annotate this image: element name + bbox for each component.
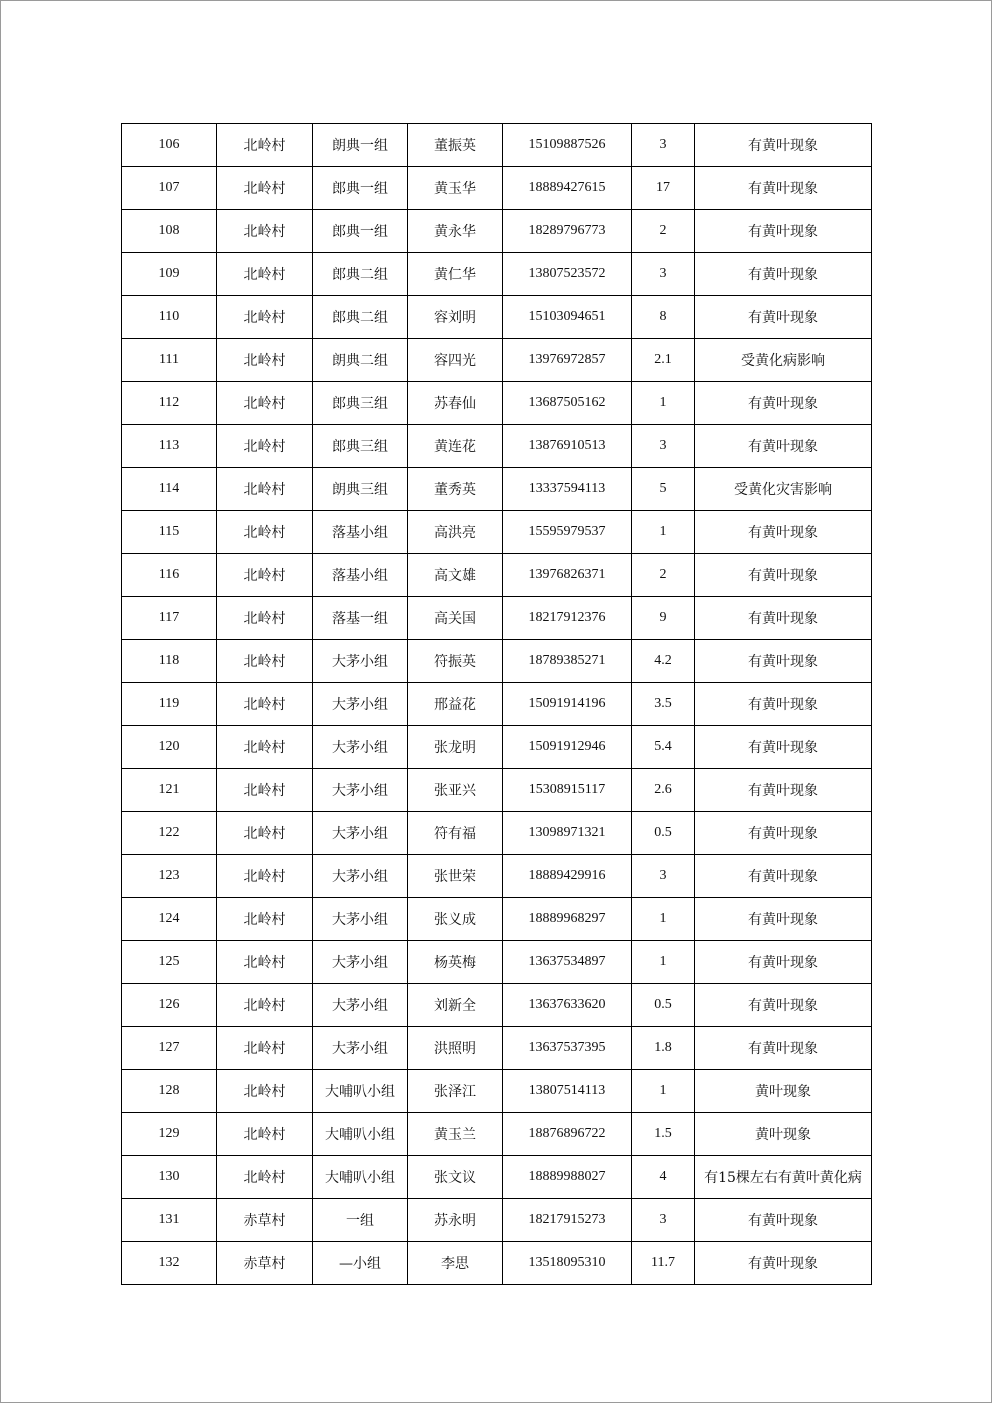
quantity-cell: 3 — [632, 425, 695, 468]
note-cell: 有黄叶现象 — [695, 812, 872, 855]
quantity-cell: 9 — [632, 597, 695, 640]
row-number-cell: 130 — [122, 1156, 217, 1199]
note-cell: 有黄叶现象 — [695, 425, 872, 468]
quantity-cell: 1 — [632, 382, 695, 425]
name-cell: 黄连花 — [408, 425, 503, 468]
row-number-cell: 127 — [122, 1027, 217, 1070]
note-cell: 受黄化灾害影响 — [695, 468, 872, 511]
quantity-cell: 3 — [632, 253, 695, 296]
phone-cell: 13807523572 — [503, 253, 632, 296]
phone-cell: 13637537395 — [503, 1027, 632, 1070]
phone-cell: 15091912946 — [503, 726, 632, 769]
row-number-cell: 121 — [122, 769, 217, 812]
village-cell: 北岭村 — [217, 984, 313, 1027]
phone-cell: 13976826371 — [503, 554, 632, 597]
name-cell: 董振英 — [408, 124, 503, 167]
quantity-cell: 1 — [632, 898, 695, 941]
group-cell: 大茅小组 — [313, 683, 408, 726]
row-number-cell: 126 — [122, 984, 217, 1027]
row-number-cell: 118 — [122, 640, 217, 683]
row-number-cell: 106 — [122, 124, 217, 167]
quantity-cell: 0.5 — [632, 812, 695, 855]
village-cell: 北岭村 — [217, 468, 313, 511]
table-row — [122, 382, 872, 425]
phone-cell: 18889988027 — [503, 1156, 632, 1199]
quantity-cell: 5.4 — [632, 726, 695, 769]
village-cell: 北岭村 — [217, 1113, 313, 1156]
table-row — [122, 855, 872, 898]
name-cell: 洪照明 — [408, 1027, 503, 1070]
group-cell: 大茅小组 — [313, 640, 408, 683]
quantity-cell: 2 — [632, 210, 695, 253]
phone-cell: 13687505162 — [503, 382, 632, 425]
name-cell: 黄玉华 — [408, 167, 503, 210]
phone-cell: 18889427615 — [503, 167, 632, 210]
note-cell: 有黄叶现象 — [695, 640, 872, 683]
group-cell: 大茅小组 — [313, 984, 408, 1027]
note-cell: 有15棵左右有黄叶黄化病 — [695, 1156, 872, 1199]
group-cell: 郎典三组 — [313, 382, 408, 425]
table-row — [122, 253, 872, 296]
group-cell: 大茅小组 — [313, 855, 408, 898]
note-cell: 黄叶现象 — [695, 1070, 872, 1113]
quantity-cell: 1 — [632, 1070, 695, 1113]
table-body — [122, 124, 872, 1285]
group-cell: 落基小组 — [313, 511, 408, 554]
name-cell: 苏春仙 — [408, 382, 503, 425]
phone-cell: 18217912376 — [503, 597, 632, 640]
table-row — [122, 1070, 872, 1113]
name-cell: 黄玉兰 — [408, 1113, 503, 1156]
quantity-cell: 17 — [632, 167, 695, 210]
village-cell: 北岭村 — [217, 167, 313, 210]
row-number-cell: 124 — [122, 898, 217, 941]
quantity-cell: 5 — [632, 468, 695, 511]
name-cell: 张龙明 — [408, 726, 503, 769]
row-number-cell: 122 — [122, 812, 217, 855]
name-cell: 高洪亮 — [408, 511, 503, 554]
village-cell: 北岭村 — [217, 124, 313, 167]
phone-cell: 15103094651 — [503, 296, 632, 339]
name-cell: 符有福 — [408, 812, 503, 855]
village-cell: 北岭村 — [217, 855, 313, 898]
name-cell: 邢益花 — [408, 683, 503, 726]
table-row — [122, 941, 872, 984]
note-cell: 有黄叶现象 — [695, 683, 872, 726]
group-cell: 大茅小组 — [313, 726, 408, 769]
note-cell: 黄叶现象 — [695, 1113, 872, 1156]
quantity-cell: 4.2 — [632, 640, 695, 683]
table-row — [122, 812, 872, 855]
table-row — [122, 554, 872, 597]
name-cell: 张亚兴 — [408, 769, 503, 812]
table-row — [122, 640, 872, 683]
village-cell: 北岭村 — [217, 1027, 313, 1070]
table-row — [122, 683, 872, 726]
note-cell: 有黄叶现象 — [695, 1027, 872, 1070]
phone-cell: 15595979537 — [503, 511, 632, 554]
name-cell: 张世荣 — [408, 855, 503, 898]
note-cell: 有黄叶现象 — [695, 984, 872, 1027]
group-cell: 大茅小组 — [313, 941, 408, 984]
table-row — [122, 898, 872, 941]
note-cell: 有黄叶现象 — [695, 769, 872, 812]
note-cell: 有黄叶现象 — [695, 382, 872, 425]
name-cell: 董秀英 — [408, 468, 503, 511]
phone-cell: 18289796773 — [503, 210, 632, 253]
phone-cell: 13876910513 — [503, 425, 632, 468]
group-cell: 大哺叭小组 — [313, 1070, 408, 1113]
table-row — [122, 468, 872, 511]
note-cell: 有黄叶现象 — [695, 296, 872, 339]
village-cell: 赤草村 — [217, 1242, 313, 1285]
phone-cell: 18217915273 — [503, 1199, 632, 1242]
row-number-cell: 120 — [122, 726, 217, 769]
name-cell: 黄仁华 — [408, 253, 503, 296]
row-number-cell: 128 — [122, 1070, 217, 1113]
group-cell: 郎典三组 — [313, 425, 408, 468]
name-cell: 黄永华 — [408, 210, 503, 253]
quantity-cell: 1 — [632, 511, 695, 554]
note-cell: 有黄叶现象 — [695, 554, 872, 597]
name-cell: 张泽江 — [408, 1070, 503, 1113]
name-cell: 刘新全 — [408, 984, 503, 1027]
note-cell: 有黄叶现象 — [695, 124, 872, 167]
name-cell: 张文议 — [408, 1156, 503, 1199]
quantity-cell: 4 — [632, 1156, 695, 1199]
note-cell: 有黄叶现象 — [695, 167, 872, 210]
quantity-cell: 3 — [632, 124, 695, 167]
note-cell: 有黄叶现象 — [695, 511, 872, 554]
quantity-cell: 2.1 — [632, 339, 695, 382]
phone-cell: 15308915117 — [503, 769, 632, 812]
table-row — [122, 597, 872, 640]
phone-cell: 13637633620 — [503, 984, 632, 1027]
phone-cell: 18789385271 — [503, 640, 632, 683]
row-number-cell: 116 — [122, 554, 217, 597]
group-cell: 郎典一组 — [313, 210, 408, 253]
phone-cell: 13637534897 — [503, 941, 632, 984]
quantity-cell: 3 — [632, 1199, 695, 1242]
group-cell: —小组 — [313, 1242, 408, 1285]
village-cell: 北岭村 — [217, 339, 313, 382]
table-row — [122, 1242, 872, 1285]
village-cell: 北岭村 — [217, 898, 313, 941]
phone-cell: 13518095310 — [503, 1242, 632, 1285]
village-cell: 北岭村 — [217, 253, 313, 296]
phone-cell: 13976972857 — [503, 339, 632, 382]
quantity-cell: 2.6 — [632, 769, 695, 812]
row-number-cell: 111 — [122, 339, 217, 382]
village-cell: 赤草村 — [217, 1199, 313, 1242]
row-number-cell: 115 — [122, 511, 217, 554]
row-number-cell: 112 — [122, 382, 217, 425]
phone-cell: 18876896722 — [503, 1113, 632, 1156]
group-cell: 郎典二组 — [313, 296, 408, 339]
quantity-cell: 2 — [632, 554, 695, 597]
note-cell: 有黄叶现象 — [695, 210, 872, 253]
table-row — [122, 1199, 872, 1242]
quantity-cell: 3 — [632, 855, 695, 898]
village-cell: 北岭村 — [217, 1070, 313, 1113]
phone-cell: 13337594113 — [503, 468, 632, 511]
table-row — [122, 984, 872, 1027]
group-cell: 大茅小组 — [313, 812, 408, 855]
row-number-cell: 132 — [122, 1242, 217, 1285]
village-cell: 北岭村 — [217, 1156, 313, 1199]
group-cell: 一组 — [313, 1199, 408, 1242]
note-cell: 有黄叶现象 — [695, 941, 872, 984]
table-row — [122, 425, 872, 468]
group-cell: 大茅小组 — [313, 769, 408, 812]
phone-cell: 18889968297 — [503, 898, 632, 941]
row-number-cell: 119 — [122, 683, 217, 726]
group-cell: 朗典一组 — [313, 124, 408, 167]
name-cell: 杨英梅 — [408, 941, 503, 984]
village-cell: 北岭村 — [217, 210, 313, 253]
table-row — [122, 167, 872, 210]
group-cell: 大茅小组 — [313, 898, 408, 941]
village-cell: 北岭村 — [217, 812, 313, 855]
table-row — [122, 1027, 872, 1070]
phone-cell: 15091914196 — [503, 683, 632, 726]
row-number-cell: 108 — [122, 210, 217, 253]
name-cell: 容刘明 — [408, 296, 503, 339]
note-cell: 受黄化病影响 — [695, 339, 872, 382]
group-cell: 大哺叭小组 — [313, 1156, 408, 1199]
group-cell: 落基小组 — [313, 554, 408, 597]
village-cell: 北岭村 — [217, 554, 313, 597]
name-cell: 符振英 — [408, 640, 503, 683]
table-row — [122, 1156, 872, 1199]
table-row — [122, 339, 872, 382]
note-cell: 有黄叶现象 — [695, 597, 872, 640]
village-cell: 北岭村 — [217, 683, 313, 726]
village-cell: 北岭村 — [217, 769, 313, 812]
group-cell: 大哺叭小组 — [313, 1113, 408, 1156]
group-cell: 郎典一组 — [313, 167, 408, 210]
table-row — [122, 296, 872, 339]
row-number-cell: 129 — [122, 1113, 217, 1156]
row-number-cell: 131 — [122, 1199, 217, 1242]
name-cell: 李思 — [408, 1242, 503, 1285]
quantity-cell: 1 — [632, 941, 695, 984]
table-row — [122, 769, 872, 812]
note-cell: 有黄叶现象 — [695, 855, 872, 898]
note-cell: 有黄叶现象 — [695, 1199, 872, 1242]
group-cell: 朗典二组 — [313, 339, 408, 382]
row-number-cell: 125 — [122, 941, 217, 984]
quantity-cell: 0.5 — [632, 984, 695, 1027]
table-row — [122, 124, 872, 167]
row-number-cell: 117 — [122, 597, 217, 640]
village-cell: 北岭村 — [217, 597, 313, 640]
table-row — [122, 511, 872, 554]
village-cell: 北岭村 — [217, 382, 313, 425]
village-cell: 北岭村 — [217, 511, 313, 554]
name-cell: 苏永明 — [408, 1199, 503, 1242]
village-cell: 北岭村 — [217, 941, 313, 984]
row-number-cell: 123 — [122, 855, 217, 898]
quantity-cell: 1.8 — [632, 1027, 695, 1070]
note-cell: 有黄叶现象 — [695, 726, 872, 769]
name-cell: 张义成 — [408, 898, 503, 941]
group-cell: 郎典二组 — [313, 253, 408, 296]
row-number-cell: 109 — [122, 253, 217, 296]
quantity-cell: 11.7 — [632, 1242, 695, 1285]
row-number-cell: 113 — [122, 425, 217, 468]
phone-cell: 18889429916 — [503, 855, 632, 898]
name-cell: 容四光 — [408, 339, 503, 382]
group-cell: 大茅小组 — [313, 1027, 408, 1070]
row-number-cell: 114 — [122, 468, 217, 511]
quantity-cell: 1.5 — [632, 1113, 695, 1156]
group-cell: 落基一组 — [313, 597, 408, 640]
quantity-cell: 3.5 — [632, 683, 695, 726]
table-row — [122, 210, 872, 253]
table-row — [122, 726, 872, 769]
group-cell: 朗典三组 — [313, 468, 408, 511]
quantity-cell: 8 — [632, 296, 695, 339]
note-cell: 有黄叶现象 — [695, 1242, 872, 1285]
note-cell: 有黄叶现象 — [695, 253, 872, 296]
phone-cell: 13098971321 — [503, 812, 632, 855]
phone-cell: 15109887526 — [503, 124, 632, 167]
name-cell: 高文雄 — [408, 554, 503, 597]
village-cell: 北岭村 — [217, 640, 313, 683]
data-table — [121, 123, 872, 1285]
table-row — [122, 1113, 872, 1156]
row-number-cell: 110 — [122, 296, 217, 339]
phone-cell: 13807514113 — [503, 1070, 632, 1113]
village-cell: 北岭村 — [217, 726, 313, 769]
name-cell: 高关国 — [408, 597, 503, 640]
village-cell: 北岭村 — [217, 425, 313, 468]
row-number-cell: 107 — [122, 167, 217, 210]
note-cell: 有黄叶现象 — [695, 898, 872, 941]
village-cell: 北岭村 — [217, 296, 313, 339]
